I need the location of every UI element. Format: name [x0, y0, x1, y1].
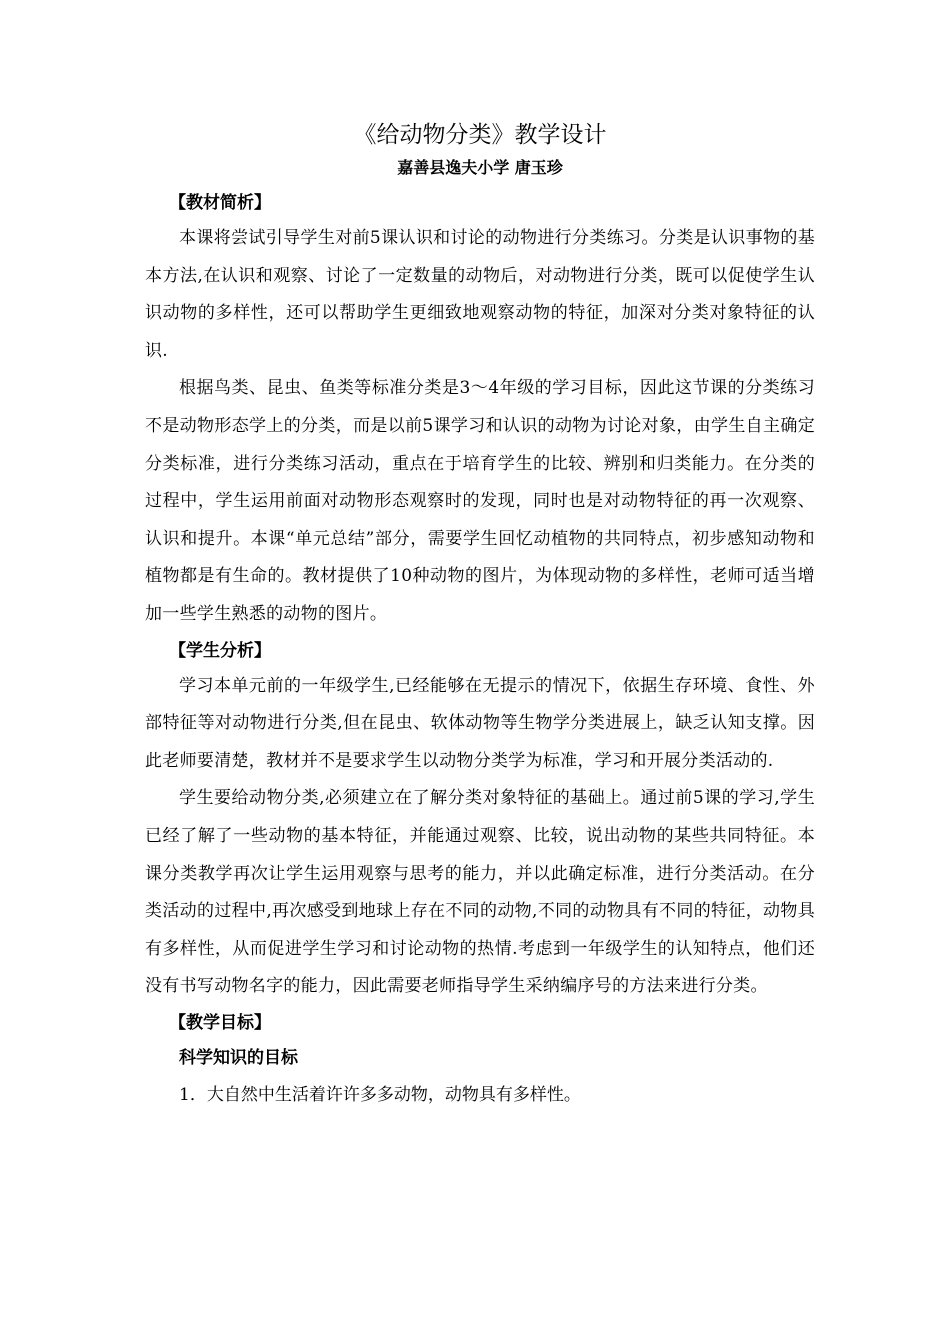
document-page — [145, 118, 815, 1114]
paragraph: 本课将尝试引导学生对前5课认识和讨论的动物进行分类练习。分类是认识事物的基本方法,在认识和观察、讨论了一定数量的动物后，对动物进行分类，既可以促使学生认识动物的多样性，还可以帮助学生更细致地观察动物的特征，加深对分类对象特征的认识. — [145, 228, 815, 361]
section-textbook-analysis — [145, 186, 815, 634]
section-teaching-goals — [145, 1006, 815, 1114]
document-title: 《给动物分类》教学设计 — [353, 122, 607, 148]
subsection-heading: 科学知识的目标 — [179, 1047, 298, 1068]
paragraph: 根据鸟类、昆虫、鱼类等标准分类是3～4年级的学习目标，因此这节课的分类练习不是动物形态学上的分类，而是以前5课学习和认识的动物为讨论对象，由学生自主确定分类标准，进行分类练习活动，重点在于培育学生的比较、辨别和归类能力。在分类的过程中，学生运用前面对动物形态观察时的发现，同时也是对动物特征的再一次观察、认识和提升。本课“单元总结”部分，需要学生回忆动植物的共同特点，初步感知动物和植物都是有生命的。教材提供了10种动物的图片，为体现动物的多样性，老师可适当增加一些学生熟悉的动物的图片。 — [145, 378, 815, 624]
paragraph: 学习本单元前的一年级学生,已经能够在无提示的情况下，依据生存环境、食性、外部特征等对动物进行分类,但在昆虫、软体动物等生物学分类进展上，缺乏认知支撑。因此老师要清楚，教材并不是要求学生以动物分类学为标准，学习和开展分类活动的. — [145, 675, 815, 771]
section-heading: 【教学目标】 — [169, 1012, 271, 1033]
paragraph: 学生要给动物分类,必须建立在了解分类对象特征的基础上。通过前5课的学习,学生已经了解了一些动物的基本特征，并能通过观察、比较，说出动物的某些共同特征。本课分类教学再次让学生运用观察与思考的能力，并以此确定标准，进行分类活动。在分类活动的过程中,再次感受到地球上存在不同的动物,不同的动物具有不同的特征，动物具有多样性，从而促进学生学习和讨论动物的热情.考虑到一年级学生的认知特点，他们还没有书写动物名字的能力，因此需要老师指导学生采纳编序号的方法来进行分类。 — [145, 788, 815, 997]
section-heading: 【学生分析】 — [169, 640, 271, 661]
document-author: 嘉善县逸夫小学 唐玉珍 — [397, 158, 563, 177]
list-item: 1．大自然中生活着许许多多动物，动物具有多样性。 — [179, 1084, 581, 1105]
section-student-analysis — [145, 634, 815, 1006]
section-heading: 【教材简析】 — [169, 193, 271, 213]
